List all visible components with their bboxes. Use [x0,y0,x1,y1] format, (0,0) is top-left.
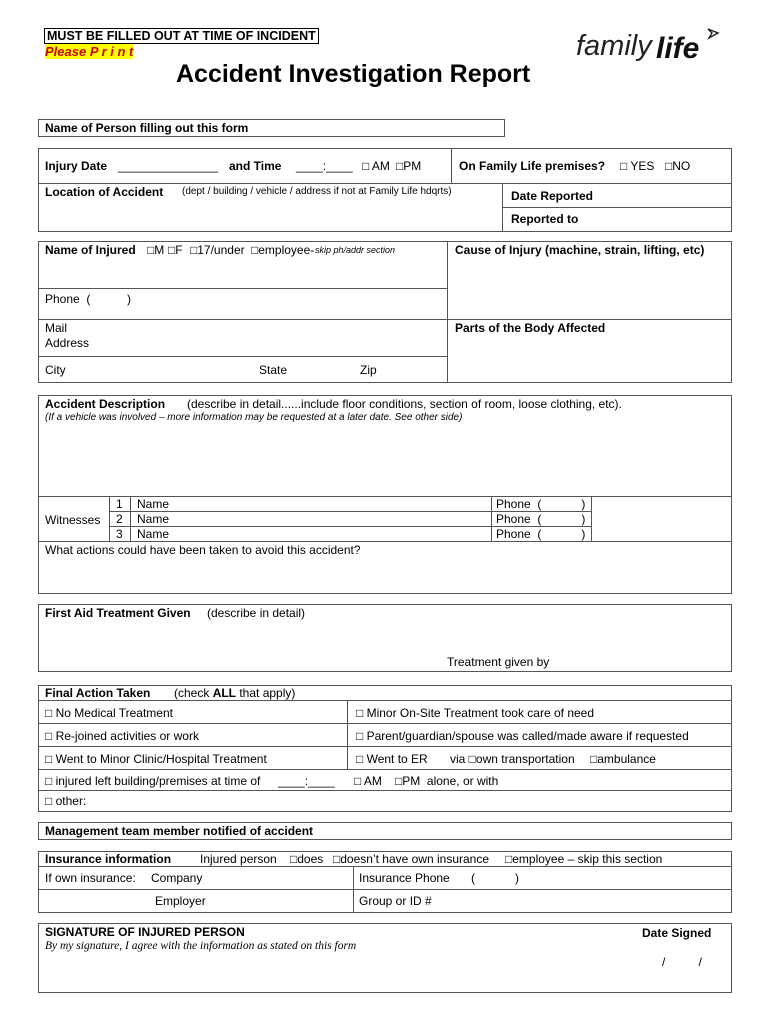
phone-field[interactable]: Phone ( ) [45,292,132,306]
treatment-by-label: Treatment given by [447,655,550,669]
first-aid-hint: (describe in detail) [207,606,306,620]
reported-to-label: Reported to [511,212,579,226]
injured-person-text: Injured person [200,852,277,866]
final-action-check [174,686,295,700]
premises-label: On Family Life premises? [459,159,606,173]
witness-row-1-name[interactable]: Name [137,497,170,511]
date-signed-field[interactable]: / / [662,955,703,969]
does-checkbox[interactable]: □does [290,852,324,866]
witness-row-1-phone[interactable]: Phone ( ) [496,497,586,511]
apply-text: that apply) [236,686,296,700]
left-pm-checkbox[interactable]: □PM alone, or with [395,774,499,788]
accident-description-hint: (describe in detail......include floor conditions, section of room, loose clothing, etc). [187,397,622,411]
insurance-phone-field[interactable]: ( ) [471,871,519,885]
own-insurance-label: If own insurance: [45,871,136,885]
time-label: and Time [229,159,282,173]
name-injured-label: Name of Injured [45,243,136,257]
date-signed-label: Date Signed [642,926,712,940]
injury-date-label: Injury Date [45,159,108,173]
check-all-text: ALL [212,686,237,700]
zip-label: Zip [360,363,377,377]
er-checkbox[interactable]: □ Went to ER [356,752,428,766]
bird-icon [706,26,720,40]
left-time-field[interactable]: ____:____ [278,774,335,788]
employee-checkbox[interactable]: □employee- [251,243,315,257]
group-id-label: Group or ID # [359,894,432,908]
state-label: State [259,363,288,377]
witness-row-2-phone[interactable]: Phone ( ) [496,512,586,526]
time-field[interactable]: ____:____ [296,159,353,173]
family-life-logo [576,26,726,70]
left-am-checkbox[interactable]: □ AM [354,774,382,788]
rejoined-checkbox[interactable]: □ Re-joined activities or work [45,729,199,743]
final-action-label: Final Action Taken [45,686,151,700]
page-title: Accident Investigation Report [176,60,531,88]
date-reported-label: Date Reported [511,189,594,203]
left-premises-checkbox[interactable]: □ injured left building/premises at time of [45,774,261,788]
am-checkbox[interactable]: □ AM [362,159,390,173]
signature-note: By my signature, I agree with the information as stated on this form [45,940,357,952]
vehicle-note: (If a vehicle was involved – more information may be requested at a later date. See other side) [45,412,463,423]
no-checkbox[interactable]: □NO [665,159,691,173]
parts-label: Parts of the Body Affected [455,321,606,335]
witness-row-1-number: 1 [116,497,123,511]
please-print-note: Please P r i n t [45,44,134,59]
first-aid-label: First Aid Treatment Given [45,606,191,620]
witness-row-2-number: 2 [116,512,123,526]
must-fill-banner: MUST BE FILLED OUT AT TIME OF INCIDENT [44,28,319,44]
cause-label: Cause of Injury (machine, strain, lifting, etc) [455,243,705,257]
doesnt-checkbox[interactable]: □doesn’t have own insurance [333,852,490,866]
other-checkbox[interactable]: □ other: [45,794,87,808]
injured-person-section [38,241,732,383]
logo-family-text: family [576,30,652,62]
male-checkbox[interactable]: □M [147,243,165,257]
witness-row-2-name[interactable]: Name [137,512,170,526]
final-action-section [38,685,732,812]
witness-row-3-phone[interactable]: Phone ( ) [496,527,586,541]
yes-checkbox[interactable]: □ YES [620,159,655,173]
pm-checkbox[interactable]: □PM [396,159,422,173]
company-label: Company [151,871,203,885]
management-label: Management team member notified of accident [45,824,314,838]
witness-row-3-number: 3 [116,527,123,541]
own-transport-checkbox[interactable]: via □own transportation [450,752,575,766]
parent-called-checkbox[interactable]: □ Parent/guardian/spouse was called/made aware if requested [356,729,689,743]
location-hint: (dept / building / vehicle / address if not at Family Life hdqrts) [182,186,452,197]
logo-life-text: life [656,32,700,65]
witness-row-3-name[interactable]: Name [137,527,170,541]
minor-onsite-checkbox[interactable]: □ Minor On-Site Treatment took care of need [356,706,595,720]
skip-note: skip ph/addr section [315,245,396,255]
employer-label: Employer [155,894,206,908]
insurance-label: Insurance information [45,852,172,866]
employee-skip-checkbox[interactable]: □employee – skip this section [505,852,663,866]
accident-description-label: Accident Description [45,397,166,411]
female-checkbox[interactable]: □F [168,243,183,257]
no-medical-checkbox[interactable]: □ No Medical Treatment [45,706,173,720]
injury-date-field[interactable]: _______________ [118,159,219,173]
mail-label: Mail [45,321,68,335]
ambulance-checkbox[interactable]: □ambulance [590,752,656,766]
avoid-question: What actions could have been taken to avoid this accident? [45,543,361,557]
city-label: City [45,363,66,377]
location-label: Location of Accident [45,185,164,199]
clinic-checkbox[interactable]: □ Went to Minor Clinic/Hospital Treatment [45,752,267,766]
name-filling-label: Name of Person filling out this form [45,121,249,135]
signature-label: SIGNATURE OF INJURED PERSON [45,925,245,939]
check-text: (check [174,686,213,700]
accident-description-section [38,395,732,594]
insurance-phone-label: Insurance Phone [359,871,450,885]
under17-checkbox[interactable]: □17/under [190,243,245,257]
address-label: Address [45,336,90,350]
witnesses-label: Witnesses [45,513,101,527]
